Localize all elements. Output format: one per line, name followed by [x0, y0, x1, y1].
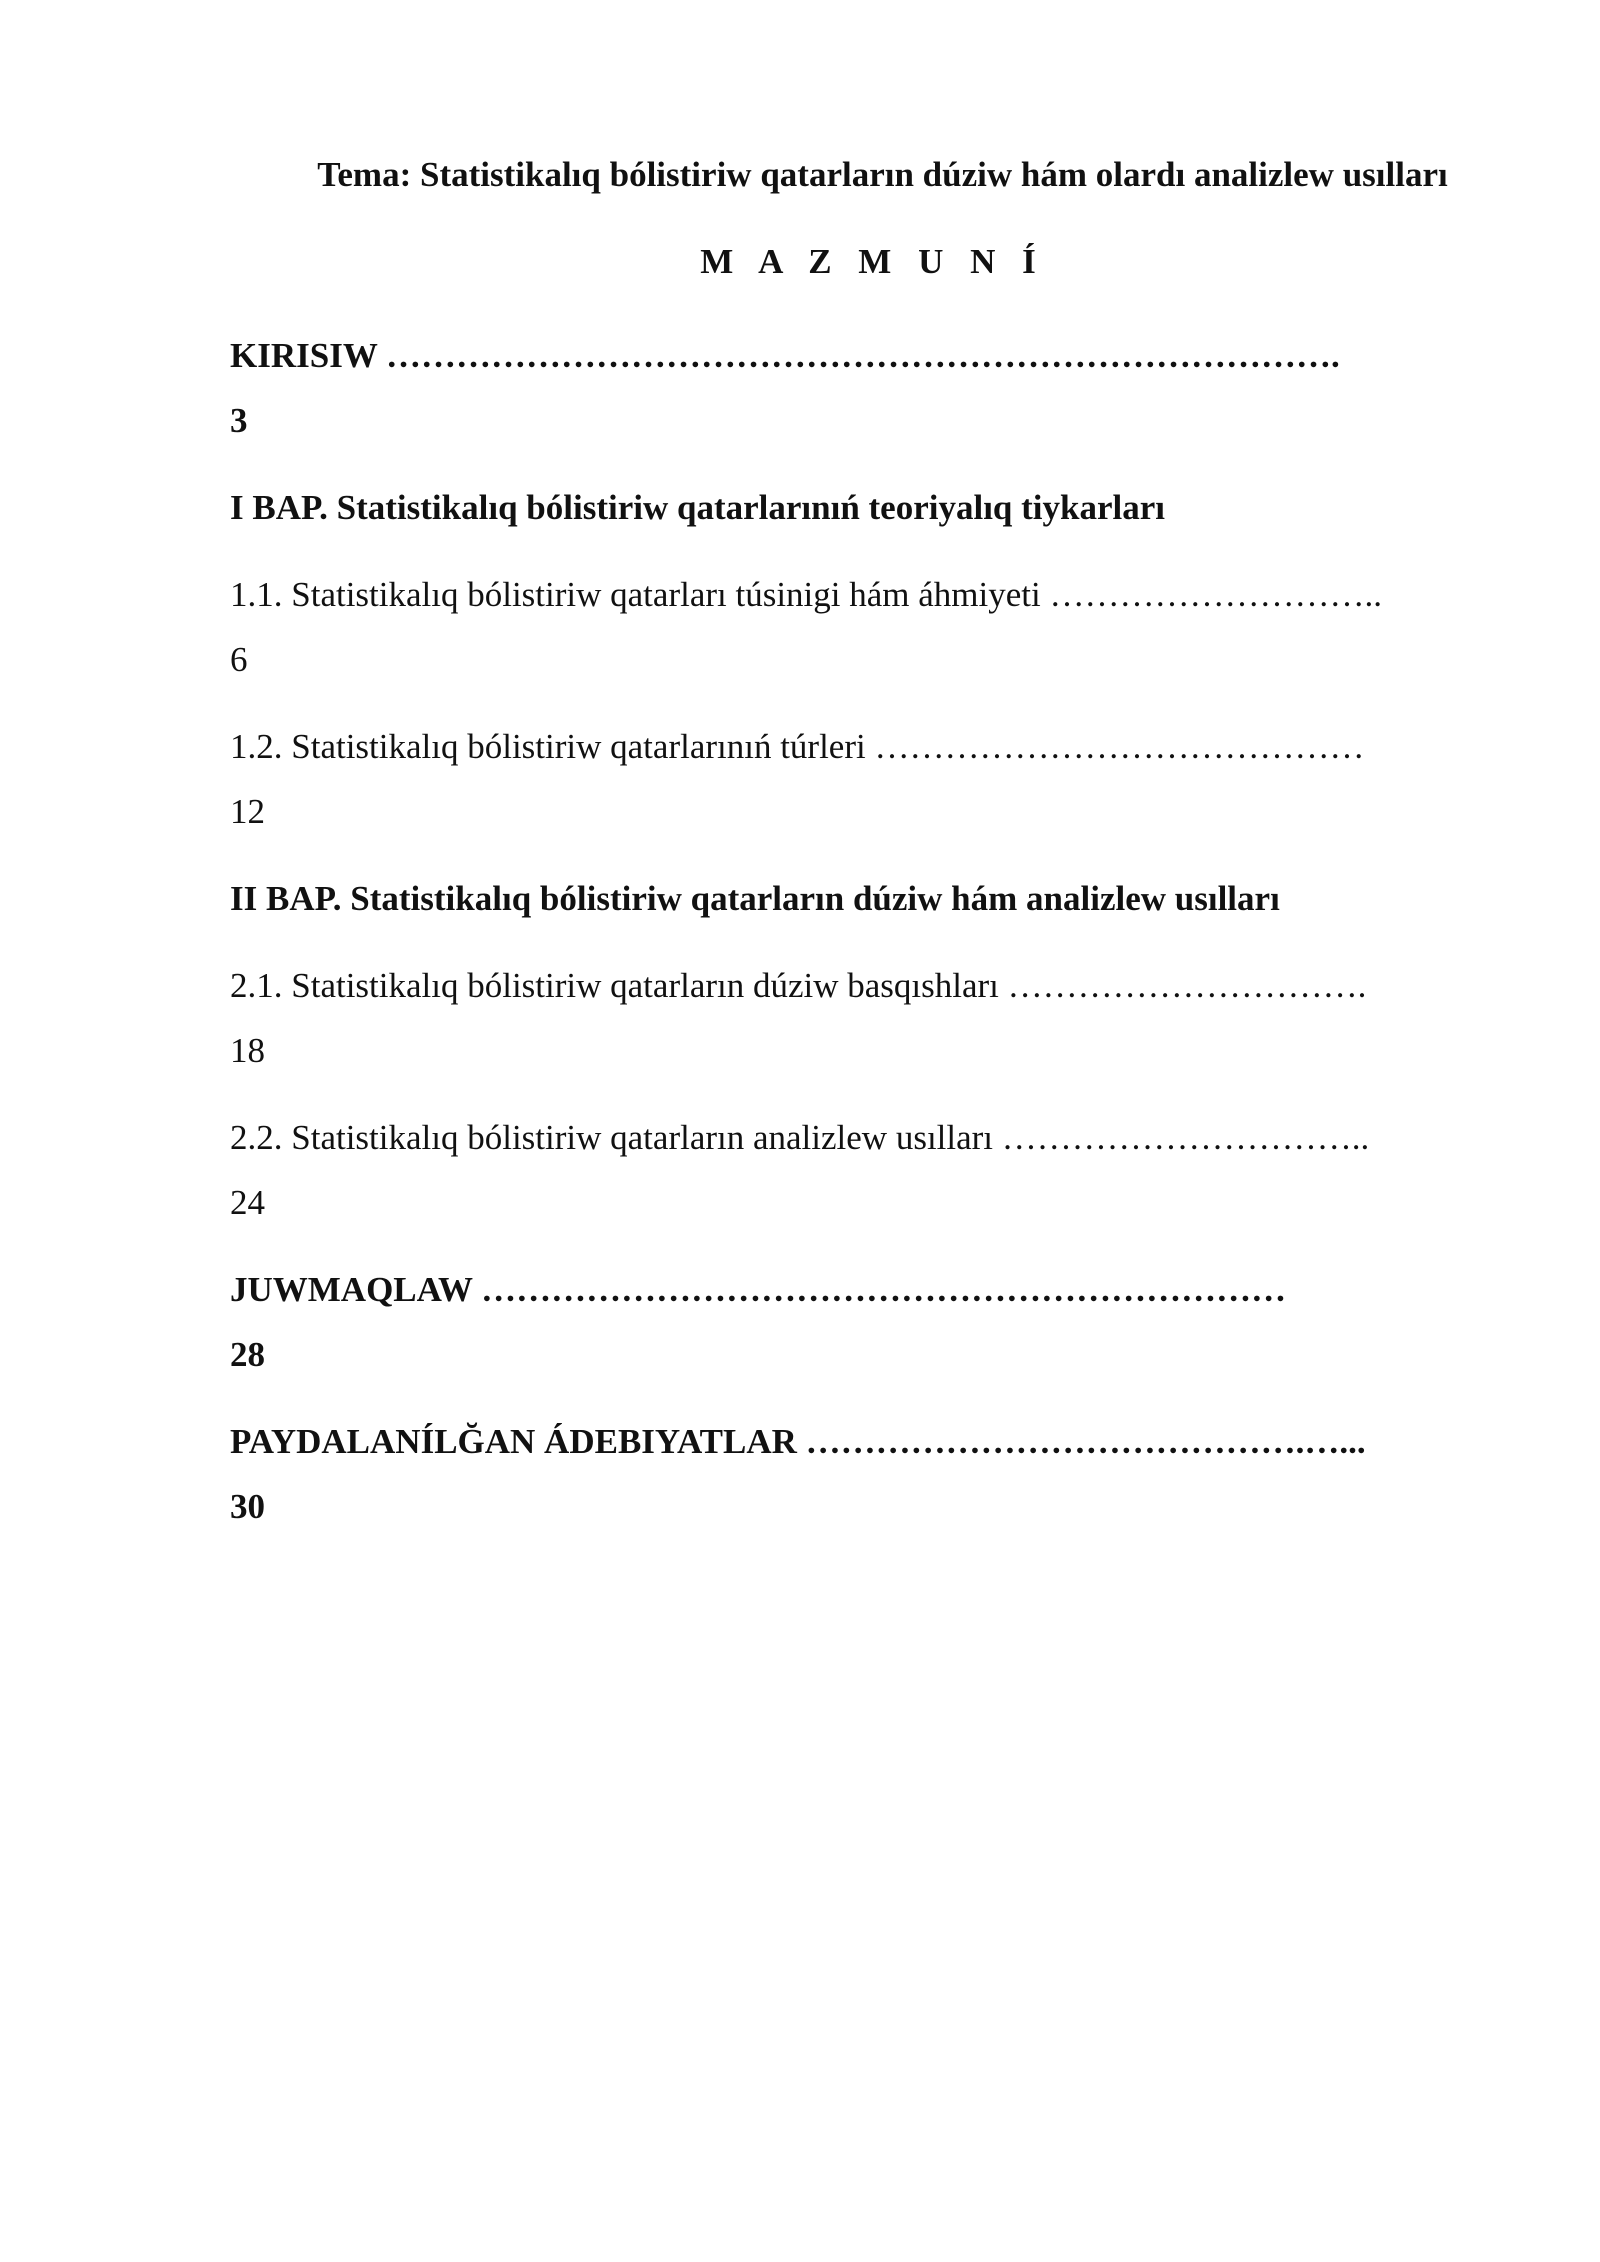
toc-entry-2-1[interactable] [230, 953, 1495, 1083]
toc-entry-page: 30 [230, 1487, 265, 1526]
document-topic: Tema: Statistikalıq bólistiriw qatarların dúziw hám olardı analizlew usılları [317, 155, 1448, 194]
toc-chapter-2[interactable] [230, 866, 1495, 931]
toc-chapter-1[interactable] [230, 475, 1495, 540]
toc-entry-page: 28 [230, 1335, 265, 1374]
toc-entry-page: 3 [230, 401, 248, 440]
toc-entry-2-2[interactable] [230, 1105, 1495, 1235]
toc-chapter-title: I BAP. Statistikalıq bólistiriw qatarlarınıń teoriyalıq tiykarları [230, 488, 1166, 527]
toc-entry-title: 1.2. Statistikalıq bólistiriw qatarlarınıń túrleri [230, 727, 866, 766]
toc-entry-kirisiw[interactable] [230, 323, 1495, 453]
toc-entry-page: 18 [230, 1031, 265, 1070]
toc-entry-page: 12 [230, 792, 265, 831]
toc-entry-leader: …………………………………….…... [805, 1422, 1366, 1461]
toc-entry-page: 24 [230, 1183, 265, 1222]
toc-entry-leader: …………………………………… [874, 727, 1365, 766]
toc-entry-leader: …………………………………………………………… [481, 1270, 1287, 1309]
toc-entry-page: 6 [230, 640, 248, 679]
toc-entry-adebiyatlar[interactable] [230, 1409, 1495, 1539]
toc-heading: M A Z M U N Í [700, 242, 1045, 281]
toc-entry-leader: ……………………….. [1049, 575, 1382, 614]
toc-entry-1-1[interactable] [230, 562, 1495, 692]
toc-chapter-title: II BAP. Statistikalıq bólistiriw qatarların dúziw hám analizlew usılları [230, 879, 1280, 918]
toc-entry-1-2[interactable] [230, 714, 1495, 844]
toc-entry-juwmaqlaw[interactable] [230, 1257, 1495, 1387]
document-page [230, 150, 1495, 1561]
toc-entry-leader: ………………………………………………………………………. [385, 336, 1340, 375]
toc-entry-title: KIRISIW [230, 336, 378, 375]
toc-list [230, 323, 1495, 1539]
toc-entry-title: JUWMAQLAW [230, 1270, 473, 1309]
toc-entry-title: PAYDALANÍLĞAN ÁDEBIYATLAR [230, 1422, 797, 1461]
toc-entry-title: 1.1. Statistikalıq bólistiriw qatarları túsinigi hám áhmiyeti [230, 575, 1041, 614]
toc-entry-leader: …………………………. [1007, 966, 1367, 1005]
toc-entry-title: 2.2. Statistikalıq bólistiriw qatarların analizlew usılları [230, 1118, 994, 1157]
toc-entry-leader: ………………………….. [1001, 1118, 1370, 1157]
toc-entry-title: 2.1. Statistikalıq bólistiriw qatarların dúziw basqıshları [230, 966, 999, 1005]
